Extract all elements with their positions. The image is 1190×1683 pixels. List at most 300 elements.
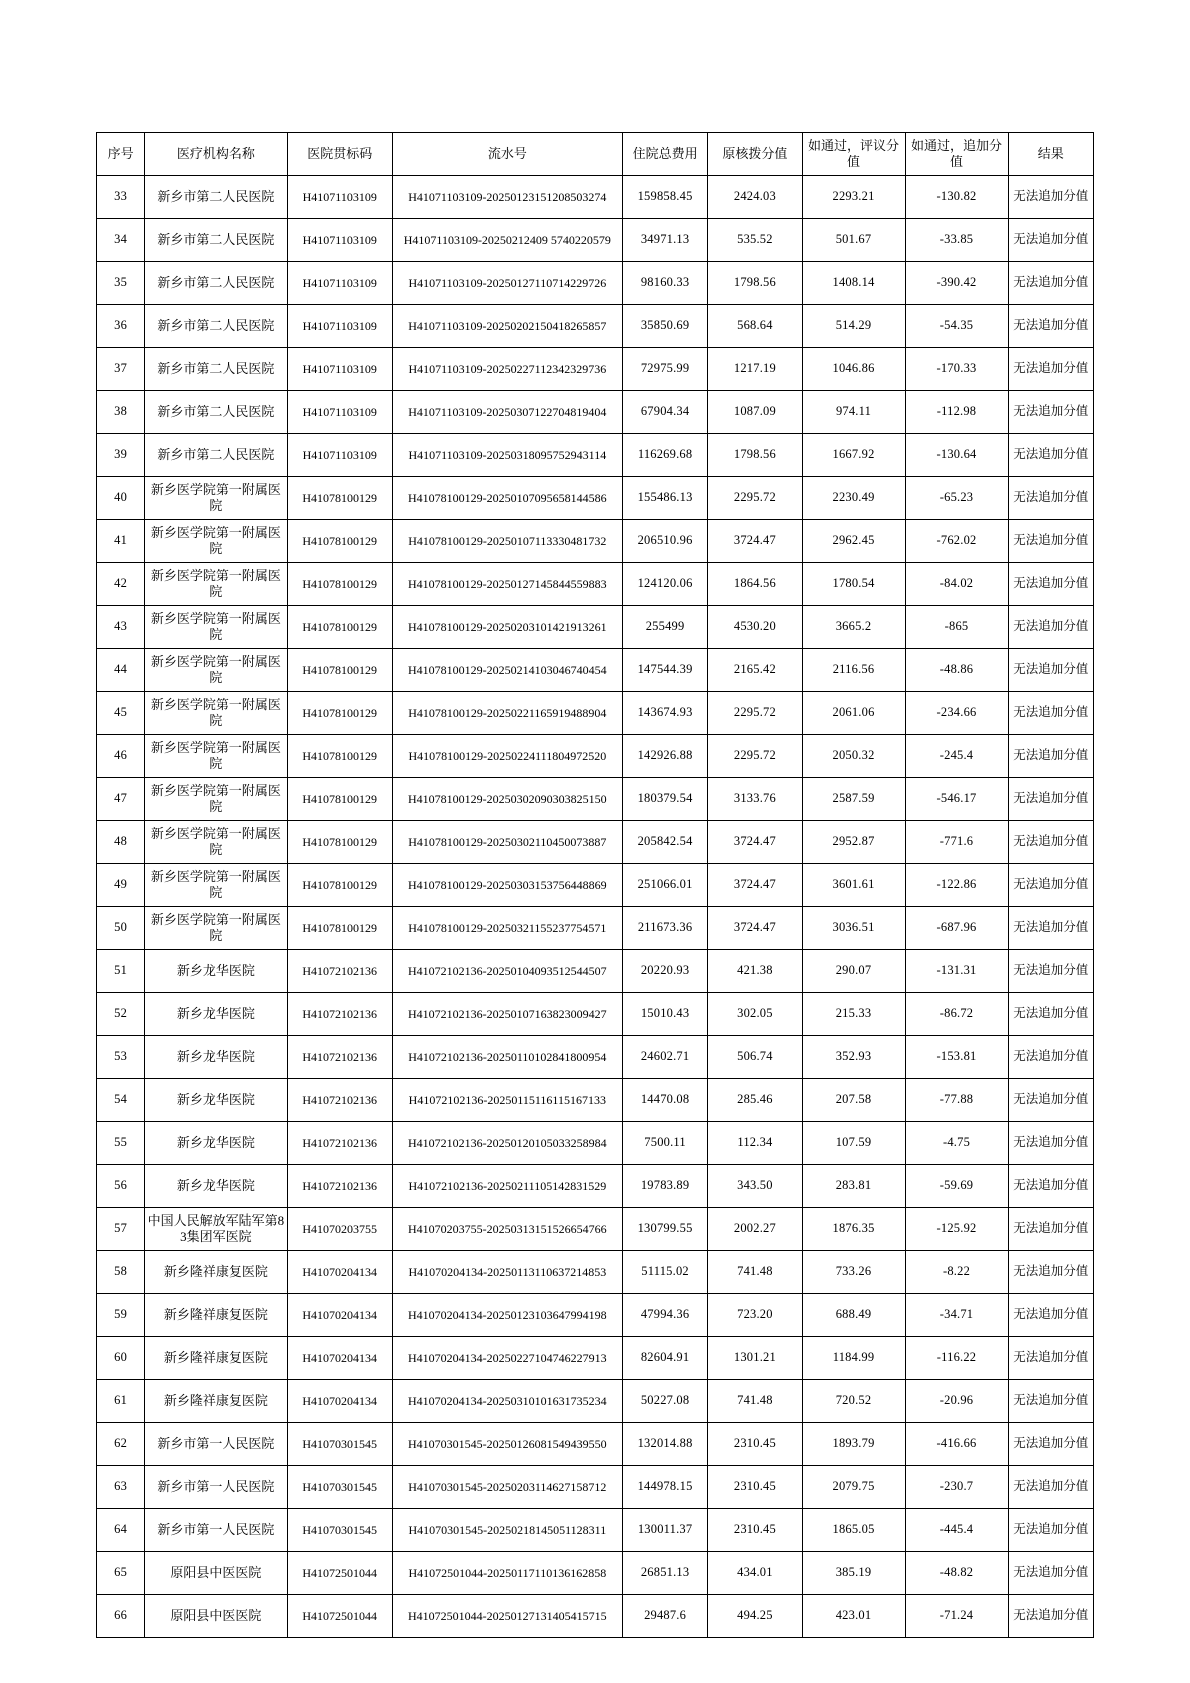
cell-eval-score: 720.52 [802, 1380, 905, 1423]
cell-eval-score: 2952.87 [802, 821, 905, 864]
cell-org-code: H41078100129 [287, 692, 392, 735]
cell-orig-score: 1217.19 [708, 348, 802, 391]
cell-add-score: -71.24 [905, 1595, 1008, 1638]
cell-org-code: H41078100129 [287, 821, 392, 864]
cell-total-fee: 211673.36 [622, 907, 707, 950]
cell-total-fee: 255499 [622, 606, 707, 649]
cell-org-code: H41072102136 [287, 1122, 392, 1165]
cell-add-score: -34.71 [905, 1294, 1008, 1337]
cell-total-fee: 155486.13 [622, 477, 707, 520]
cell-result: 无法追加分值 [1008, 563, 1094, 606]
column-header-seq: 序号 [97, 133, 145, 176]
table-row [97, 907, 1094, 950]
cell-result: 无法追加分值 [1008, 262, 1094, 305]
cell-add-score: -170.33 [905, 348, 1008, 391]
cell-org-name: 新乡医学院第一附属医院 [145, 821, 287, 864]
cell-org-code: H41072102136 [287, 950, 392, 993]
cell-flow-no: H41078100129-20250203101421913261 [392, 606, 622, 649]
cell-result: 无法追加分值 [1008, 1165, 1094, 1208]
cell-eval-score: 514.29 [802, 305, 905, 348]
cell-org-name: 新乡龙华医院 [145, 1165, 287, 1208]
cell-eval-score: 1865.05 [802, 1509, 905, 1552]
cell-total-fee: 24602.71 [622, 1036, 707, 1079]
cell-result: 无法追加分值 [1008, 692, 1094, 735]
cell-org-name: 新乡龙华医院 [145, 1079, 287, 1122]
cell-total-fee: 35850.69 [622, 305, 707, 348]
cell-org-code: H41072102136 [287, 993, 392, 1036]
table-row [97, 1509, 1094, 1552]
cell-seq: 53 [97, 1036, 145, 1079]
cell-org-name: 新乡医学院第一附属医院 [145, 563, 287, 606]
cell-org-name: 新乡市第二人民医院 [145, 219, 287, 262]
cell-result: 无法追加分值 [1008, 1509, 1094, 1552]
cell-add-score: -20.96 [905, 1380, 1008, 1423]
cell-eval-score: 733.26 [802, 1251, 905, 1294]
cell-flow-no: H41078100129-20250224111804972520 [392, 735, 622, 778]
table-row [97, 606, 1094, 649]
cell-result: 无法追加分值 [1008, 1337, 1094, 1380]
cell-org-code: H41078100129 [287, 477, 392, 520]
cell-total-fee: 51115.02 [622, 1251, 707, 1294]
cell-org-name: 新乡龙华医院 [145, 1036, 287, 1079]
cell-org-code: H41071103109 [287, 262, 392, 305]
cell-result: 无法追加分值 [1008, 1036, 1094, 1079]
cell-org-code: H41070204134 [287, 1337, 392, 1380]
cell-seq: 63 [97, 1466, 145, 1509]
cell-eval-score: 352.93 [802, 1036, 905, 1079]
cell-org-code: H41078100129 [287, 520, 392, 563]
cell-seq: 61 [97, 1380, 145, 1423]
cell-total-fee: 159858.45 [622, 176, 707, 219]
cell-result: 无法追加分值 [1008, 305, 1094, 348]
table-row [97, 305, 1094, 348]
cell-flow-no: H41078100129-20250107095658144586 [392, 477, 622, 520]
cell-orig-score: 3724.47 [708, 864, 802, 907]
cell-orig-score: 1798.56 [708, 262, 802, 305]
cell-orig-score: 434.01 [708, 1552, 802, 1595]
table-row [97, 993, 1094, 1036]
cell-org-code: H41072102136 [287, 1165, 392, 1208]
table-row [97, 477, 1094, 520]
cell-flow-no: H41070301545-20250218145051128311 [392, 1509, 622, 1552]
cell-seq: 42 [97, 563, 145, 606]
cell-add-score: -245.4 [905, 735, 1008, 778]
cell-total-fee: 82604.91 [622, 1337, 707, 1380]
cell-orig-score: 568.64 [708, 305, 802, 348]
cell-org-code: H41078100129 [287, 907, 392, 950]
cell-total-fee: 180379.54 [622, 778, 707, 821]
cell-add-score: -234.66 [905, 692, 1008, 735]
cell-result: 无法追加分值 [1008, 993, 1094, 1036]
cell-eval-score: 3665.2 [802, 606, 905, 649]
cell-org-name: 新乡隆祥康复医院 [145, 1337, 287, 1380]
cell-result: 无法追加分值 [1008, 821, 1094, 864]
cell-total-fee: 67904.34 [622, 391, 707, 434]
cell-eval-score: 2079.75 [802, 1466, 905, 1509]
table-row [97, 219, 1094, 262]
table-row [97, 692, 1094, 735]
cell-add-score: -416.66 [905, 1423, 1008, 1466]
cell-seq: 64 [97, 1509, 145, 1552]
cell-add-score: -771.6 [905, 821, 1008, 864]
cell-flow-no: H41070301545-20250126081549439550 [392, 1423, 622, 1466]
table-row [97, 563, 1094, 606]
cell-eval-score: 2116.56 [802, 649, 905, 692]
cell-seq: 50 [97, 907, 145, 950]
cell-orig-score: 3724.47 [708, 520, 802, 563]
cell-total-fee: 251066.01 [622, 864, 707, 907]
cell-total-fee: 144978.15 [622, 1466, 707, 1509]
cell-add-score: -48.82 [905, 1552, 1008, 1595]
cell-add-score: -445.4 [905, 1509, 1008, 1552]
cell-total-fee: 50227.08 [622, 1380, 707, 1423]
cell-orig-score: 3724.47 [708, 907, 802, 950]
cell-add-score: -4.75 [905, 1122, 1008, 1165]
cell-flow-no: H41072102136-20250107163823009427 [392, 993, 622, 1036]
cell-total-fee: 14470.08 [622, 1079, 707, 1122]
cell-total-fee: 7500.11 [622, 1122, 707, 1165]
table-row [97, 1294, 1094, 1337]
cell-seq: 37 [97, 348, 145, 391]
cell-org-name: 新乡医学院第一附属医院 [145, 520, 287, 563]
cell-org-name: 中国人民解放军陆军第83集团军医院 [145, 1208, 287, 1251]
cell-org-code: H41070204134 [287, 1294, 392, 1337]
cell-total-fee: 130799.55 [622, 1208, 707, 1251]
cell-flow-no: H41071103109-20250318095752943114 [392, 434, 622, 477]
table-row [97, 950, 1094, 993]
cell-flow-no: H41072102136-20250120105033258984 [392, 1122, 622, 1165]
cell-org-name: 新乡市第一人民医院 [145, 1509, 287, 1552]
cell-flow-no: H41070204134-20250113110637214853 [392, 1251, 622, 1294]
cell-eval-score: 3036.51 [802, 907, 905, 950]
cell-orig-score: 723.20 [708, 1294, 802, 1337]
table-row [97, 1079, 1094, 1122]
cell-org-name: 新乡医学院第一附属医院 [145, 864, 287, 907]
table-row [97, 1595, 1094, 1638]
cell-add-score: -546.17 [905, 778, 1008, 821]
cell-org-code: H41071103109 [287, 348, 392, 391]
cell-flow-no: H41071103109-20250202150418265857 [392, 305, 622, 348]
cell-total-fee: 143674.93 [622, 692, 707, 735]
cell-flow-no: H41078100129-20250321155237754571 [392, 907, 622, 950]
cell-add-score: -125.92 [905, 1208, 1008, 1251]
cell-total-fee: 72975.99 [622, 348, 707, 391]
cell-org-name: 新乡医学院第一附属医院 [145, 735, 287, 778]
cell-seq: 41 [97, 520, 145, 563]
cell-orig-score: 741.48 [708, 1380, 802, 1423]
cell-org-code: H41070203755 [287, 1208, 392, 1251]
column-header-fee: 住院总费用 [622, 133, 707, 176]
cell-orig-score: 2002.27 [708, 1208, 802, 1251]
cell-eval-score: 290.07 [802, 950, 905, 993]
cell-add-score: -153.81 [905, 1036, 1008, 1079]
table-row [97, 176, 1094, 219]
cell-org-name: 新乡市第一人民医院 [145, 1423, 287, 1466]
cell-seq: 66 [97, 1595, 145, 1638]
cell-org-name: 新乡市第一人民医院 [145, 1466, 287, 1509]
cell-total-fee: 142926.88 [622, 735, 707, 778]
cell-add-score: -230.7 [905, 1466, 1008, 1509]
cell-orig-score: 1798.56 [708, 434, 802, 477]
cell-seq: 39 [97, 434, 145, 477]
cell-org-name: 新乡市第二人民医院 [145, 348, 287, 391]
cell-result: 无法追加分值 [1008, 348, 1094, 391]
cell-eval-score: 1408.14 [802, 262, 905, 305]
cell-seq: 44 [97, 649, 145, 692]
cell-result: 无法追加分值 [1008, 1466, 1094, 1509]
cell-result: 无法追加分值 [1008, 391, 1094, 434]
cell-result: 无法追加分值 [1008, 907, 1094, 950]
cell-orig-score: 112.34 [708, 1122, 802, 1165]
cell-seq: 47 [97, 778, 145, 821]
cell-orig-score: 343.50 [708, 1165, 802, 1208]
cell-total-fee: 19783.89 [622, 1165, 707, 1208]
cell-org-code: H41078100129 [287, 563, 392, 606]
cell-eval-score: 2061.06 [802, 692, 905, 735]
cell-flow-no: H41070204134-20250310101631735234 [392, 1380, 622, 1423]
column-header-orig-score: 原核拨分值 [708, 133, 802, 176]
cell-seq: 62 [97, 1423, 145, 1466]
cell-result: 无法追加分值 [1008, 176, 1094, 219]
cell-orig-score: 421.38 [708, 950, 802, 993]
cell-add-score: -865 [905, 606, 1008, 649]
cell-org-name: 新乡市第二人民医院 [145, 391, 287, 434]
cell-flow-no: H41071103109-20250212409 5740220579 [392, 219, 622, 262]
cell-seq: 58 [97, 1251, 145, 1294]
table-row [97, 262, 1094, 305]
cell-orig-score: 285.46 [708, 1079, 802, 1122]
cell-add-score: -131.31 [905, 950, 1008, 993]
cell-eval-score: 2962.45 [802, 520, 905, 563]
table-row [97, 1208, 1094, 1251]
cell-add-score: -390.42 [905, 262, 1008, 305]
cell-org-code: H41071103109 [287, 305, 392, 348]
cell-total-fee: 47994.36 [622, 1294, 707, 1337]
cell-orig-score: 2295.72 [708, 735, 802, 778]
cell-eval-score: 1046.86 [802, 348, 905, 391]
cell-org-code: H41071103109 [287, 176, 392, 219]
cell-result: 无法追加分值 [1008, 649, 1094, 692]
cell-org-name: 新乡龙华医院 [145, 993, 287, 1036]
cell-org-code: H41072501044 [287, 1552, 392, 1595]
column-header-flow: 流水号 [392, 133, 622, 176]
cell-seq: 36 [97, 305, 145, 348]
table-row [97, 649, 1094, 692]
cell-seq: 33 [97, 176, 145, 219]
cell-org-code: H41071103109 [287, 434, 392, 477]
cell-eval-score: 207.58 [802, 1079, 905, 1122]
cell-result: 无法追加分值 [1008, 219, 1094, 262]
cell-org-name: 原阳县中医医院 [145, 1552, 287, 1595]
cell-add-score: -130.82 [905, 176, 1008, 219]
cell-seq: 56 [97, 1165, 145, 1208]
cell-orig-score: 2165.42 [708, 649, 802, 692]
cell-flow-no: H41072102136-20250110102841800954 [392, 1036, 622, 1079]
cell-seq: 40 [97, 477, 145, 520]
cell-flow-no: H41078100129-20250214103046740454 [392, 649, 622, 692]
cell-seq: 46 [97, 735, 145, 778]
cell-result: 无法追加分值 [1008, 778, 1094, 821]
cell-flow-no: H41070204134-20250227104746227913 [392, 1337, 622, 1380]
cell-result: 无法追加分值 [1008, 1251, 1094, 1294]
cell-total-fee: 124120.06 [622, 563, 707, 606]
cell-eval-score: 501.67 [802, 219, 905, 262]
column-header-code: 医院贯标码 [287, 133, 392, 176]
cell-flow-no: H41078100129-20250221165919488904 [392, 692, 622, 735]
table-row [97, 434, 1094, 477]
table-row [97, 1466, 1094, 1509]
cell-eval-score: 1893.79 [802, 1423, 905, 1466]
cell-org-code: H41072102136 [287, 1079, 392, 1122]
cell-result: 无法追加分值 [1008, 950, 1094, 993]
cell-total-fee: 26851.13 [622, 1552, 707, 1595]
cell-seq: 34 [97, 219, 145, 262]
cell-org-code: H41078100129 [287, 778, 392, 821]
cell-flow-no: H41070203755-20250313151526654766 [392, 1208, 622, 1251]
cell-org-code: H41070204134 [287, 1251, 392, 1294]
cell-total-fee: 20220.93 [622, 950, 707, 993]
cell-add-score: -65.23 [905, 477, 1008, 520]
cell-add-score: -48.86 [905, 649, 1008, 692]
cell-seq: 54 [97, 1079, 145, 1122]
cell-org-code: H41070301545 [287, 1423, 392, 1466]
cell-total-fee: 130011.37 [622, 1509, 707, 1552]
cell-eval-score: 107.59 [802, 1122, 905, 1165]
cell-result: 无法追加分值 [1008, 1380, 1094, 1423]
table-row [97, 520, 1094, 563]
cell-seq: 59 [97, 1294, 145, 1337]
cell-org-code: H41070301545 [287, 1509, 392, 1552]
cell-seq: 65 [97, 1552, 145, 1595]
cell-org-name: 原阳县中医医院 [145, 1595, 287, 1638]
table-row [97, 1337, 1094, 1380]
table-row [97, 348, 1094, 391]
cell-flow-no: H41070204134-20250123103647994198 [392, 1294, 622, 1337]
cell-orig-score: 1301.21 [708, 1337, 802, 1380]
cell-result: 无法追加分值 [1008, 1208, 1094, 1251]
column-header-result: 结果 [1008, 133, 1094, 176]
cell-orig-score: 4530.20 [708, 606, 802, 649]
cell-seq: 48 [97, 821, 145, 864]
cell-seq: 51 [97, 950, 145, 993]
cell-org-name: 新乡隆祥康复医院 [145, 1251, 287, 1294]
cell-add-score: -130.64 [905, 434, 1008, 477]
cell-result: 无法追加分值 [1008, 1552, 1094, 1595]
cell-flow-no: H41071103109-20250307122704819404 [392, 391, 622, 434]
cell-add-score: -762.02 [905, 520, 1008, 563]
cell-orig-score: 494.25 [708, 1595, 802, 1638]
table-row [97, 778, 1094, 821]
table-row [97, 1380, 1094, 1423]
cell-result: 无法追加分值 [1008, 1294, 1094, 1337]
cell-seq: 49 [97, 864, 145, 907]
cell-seq: 57 [97, 1208, 145, 1251]
cell-org-name: 新乡医学院第一附属医院 [145, 649, 287, 692]
cell-org-name: 新乡医学院第一附属医院 [145, 477, 287, 520]
cell-eval-score: 215.33 [802, 993, 905, 1036]
cell-org-name: 新乡龙华医院 [145, 1122, 287, 1165]
cell-flow-no: H41071103109-20250227112342329736 [392, 348, 622, 391]
cell-eval-score: 1184.99 [802, 1337, 905, 1380]
cell-result: 无法追加分值 [1008, 434, 1094, 477]
cell-orig-score: 1087.09 [708, 391, 802, 434]
cell-org-code: H41071103109 [287, 391, 392, 434]
cell-eval-score: 2587.59 [802, 778, 905, 821]
cell-org-code: H41072501044 [287, 1595, 392, 1638]
cell-add-score: -86.72 [905, 993, 1008, 1036]
cell-eval-score: 385.19 [802, 1552, 905, 1595]
cell-flow-no: H41070301545-20250203114627158712 [392, 1466, 622, 1509]
cell-result: 无法追加分值 [1008, 606, 1094, 649]
cell-org-code: H41078100129 [287, 649, 392, 692]
cell-flow-no: H41078100129-20250107113330481732 [392, 520, 622, 563]
cell-seq: 52 [97, 993, 145, 1036]
cell-org-name: 新乡龙华医院 [145, 950, 287, 993]
cell-add-score: -112.98 [905, 391, 1008, 434]
cell-org-name: 新乡市第二人民医院 [145, 262, 287, 305]
cell-add-score: -33.85 [905, 219, 1008, 262]
cell-flow-no: H41072102136-20250115116115167133 [392, 1079, 622, 1122]
cell-org-name: 新乡市第二人民医院 [145, 176, 287, 219]
cell-flow-no: H41078100129-20250303153756448869 [392, 864, 622, 907]
table-row [97, 821, 1094, 864]
cell-org-name: 新乡隆祥康复医院 [145, 1380, 287, 1423]
cell-orig-score: 2310.45 [708, 1509, 802, 1552]
cell-total-fee: 205842.54 [622, 821, 707, 864]
cell-add-score: -59.69 [905, 1165, 1008, 1208]
cell-flow-no: H41071103109-20250127110714229726 [392, 262, 622, 305]
cell-orig-score: 2295.72 [708, 692, 802, 735]
cell-total-fee: 132014.88 [622, 1423, 707, 1466]
cell-flow-no: H41072102136-20250211105142831529 [392, 1165, 622, 1208]
cell-add-score: -77.88 [905, 1079, 1008, 1122]
cell-total-fee: 29487.6 [622, 1595, 707, 1638]
cell-orig-score: 3724.47 [708, 821, 802, 864]
cell-result: 无法追加分值 [1008, 1122, 1094, 1165]
cell-total-fee: 15010.43 [622, 993, 707, 1036]
column-header-org: 医疗机构名称 [145, 133, 287, 176]
cell-orig-score: 302.05 [708, 993, 802, 1036]
cell-add-score: -8.22 [905, 1251, 1008, 1294]
cell-org-code: H41070301545 [287, 1466, 392, 1509]
table-row [97, 1552, 1094, 1595]
cell-total-fee: 116269.68 [622, 434, 707, 477]
cell-orig-score: 2424.03 [708, 176, 802, 219]
cell-org-code: H41078100129 [287, 606, 392, 649]
cell-flow-no: H41072102136-20250104093512544507 [392, 950, 622, 993]
cell-add-score: -116.22 [905, 1337, 1008, 1380]
cell-org-code: H41072102136 [287, 1036, 392, 1079]
cell-orig-score: 2310.45 [708, 1423, 802, 1466]
cell-orig-score: 3133.76 [708, 778, 802, 821]
cell-seq: 35 [97, 262, 145, 305]
cell-add-score: -122.86 [905, 864, 1008, 907]
cell-total-fee: 98160.33 [622, 262, 707, 305]
table-row [97, 1423, 1094, 1466]
cell-org-name: 新乡医学院第一附属医院 [145, 907, 287, 950]
cell-add-score: -54.35 [905, 305, 1008, 348]
table-row [97, 391, 1094, 434]
cell-flow-no: H41078100129-20250302110450073887 [392, 821, 622, 864]
column-header-add-score: 如通过，追加分值 [905, 133, 1008, 176]
cell-eval-score: 974.11 [802, 391, 905, 434]
cell-result: 无法追加分值 [1008, 735, 1094, 778]
table-row [97, 1251, 1094, 1294]
cell-org-name: 新乡市第二人民医院 [145, 305, 287, 348]
cell-result: 无法追加分值 [1008, 1595, 1094, 1638]
table-row [97, 1036, 1094, 1079]
cell-flow-no: H41078100129-20250127145844559883 [392, 563, 622, 606]
